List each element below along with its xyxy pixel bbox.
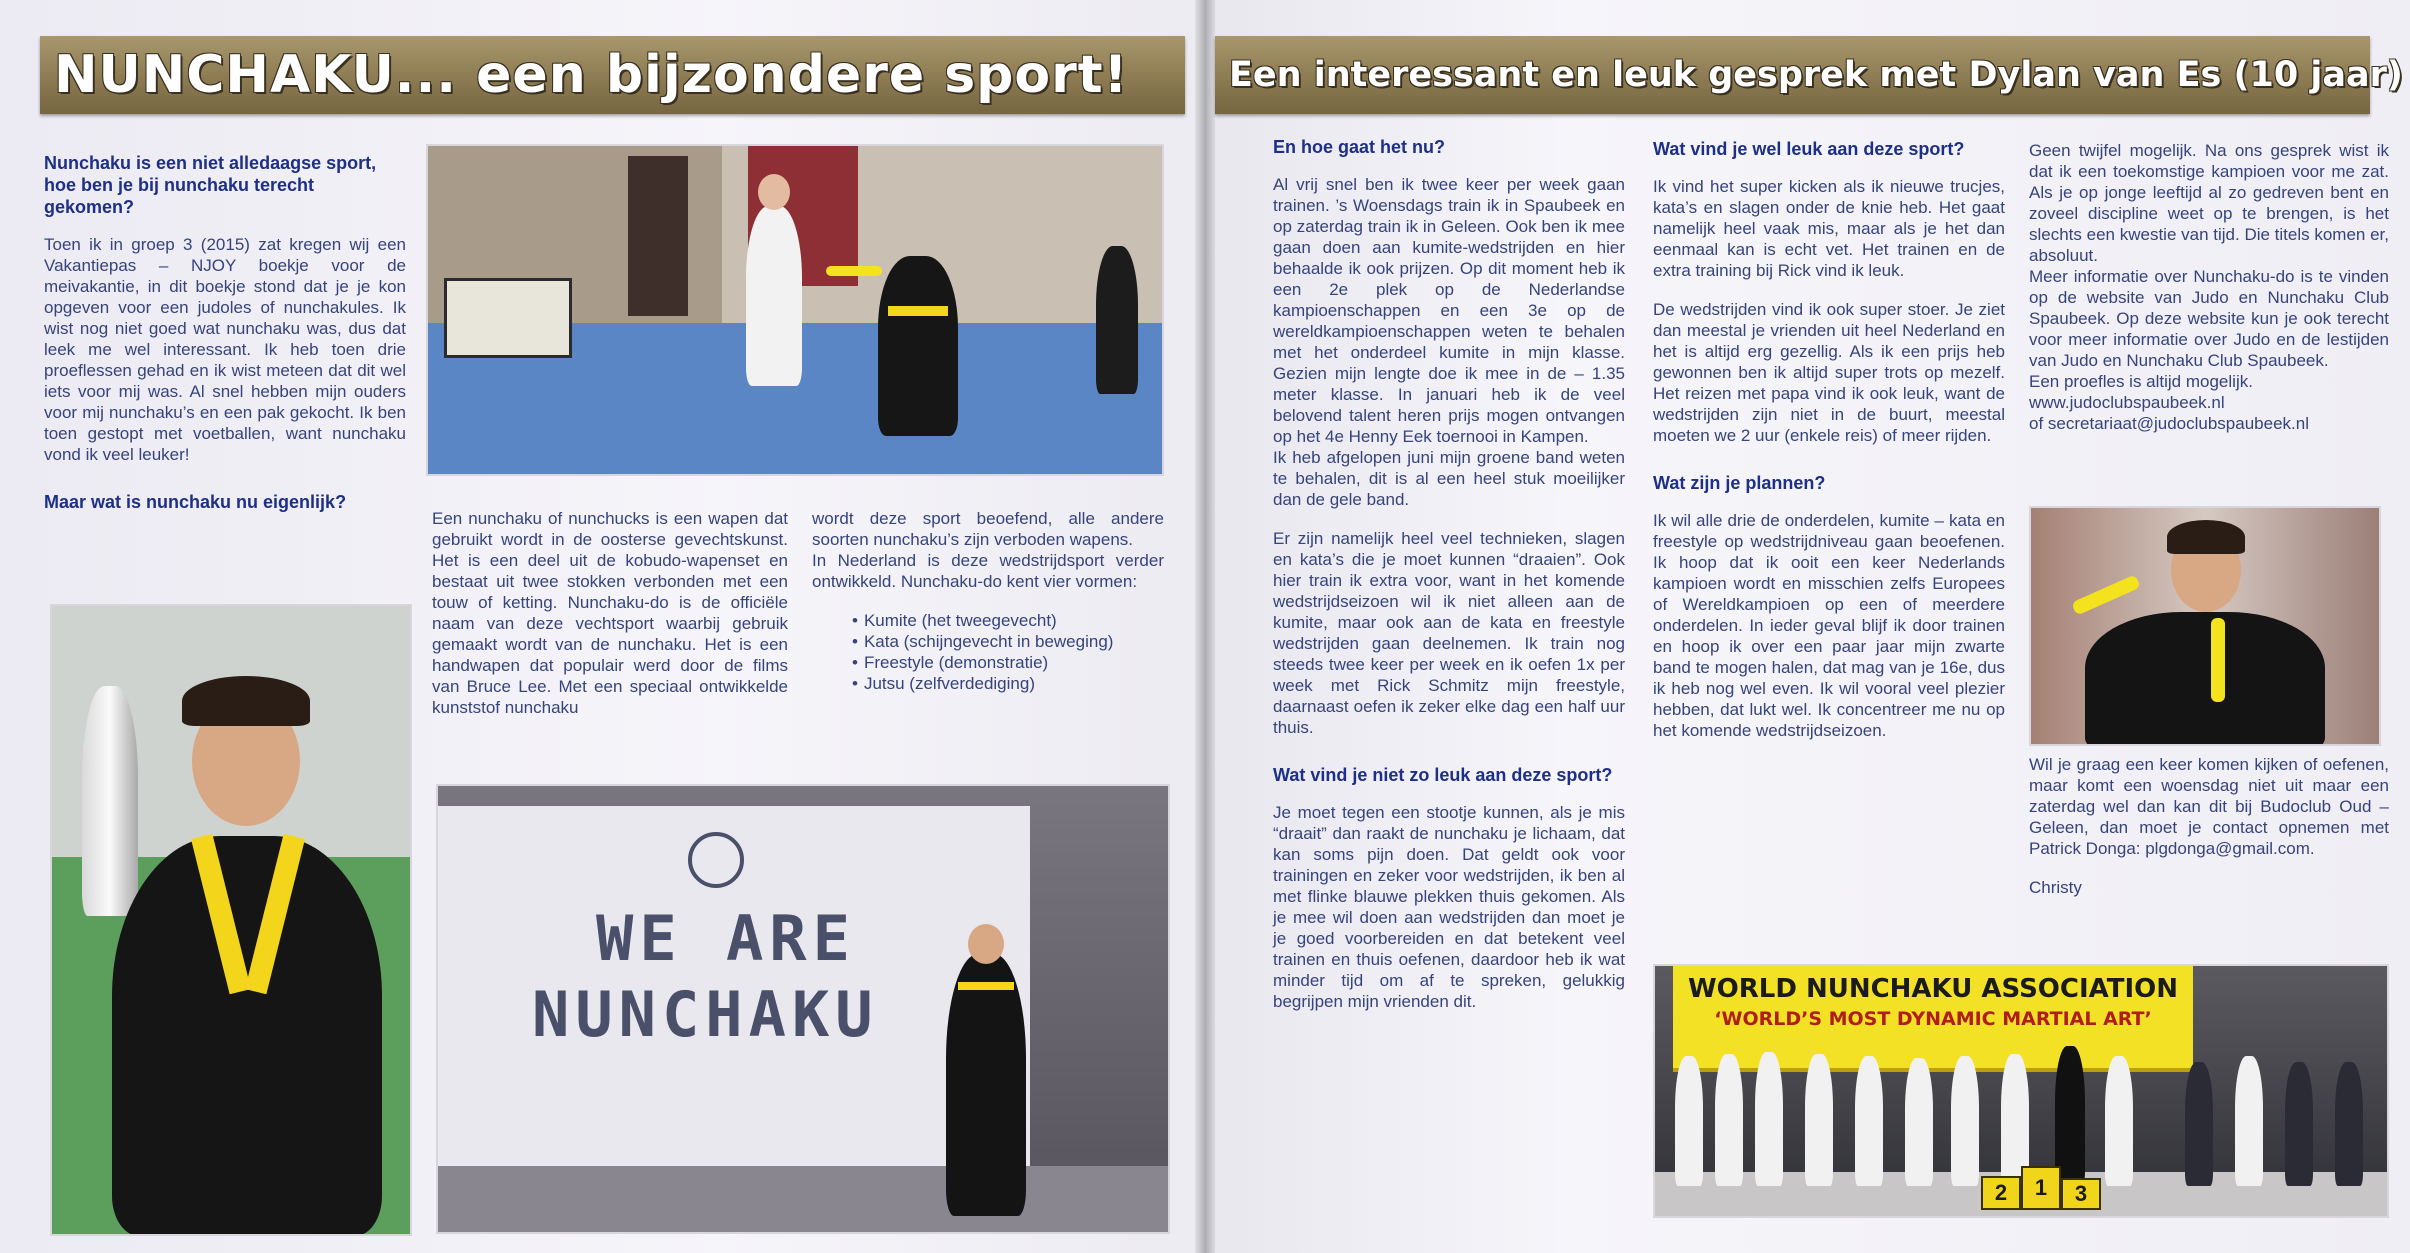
paragraph-how-now: Al vrij snel ben ik twee keer per week gaan trainen. ’s Woensdags train ik in Spaubeek en op zaterdag train ik in Geleen. Ook ben ik mee gaan doen aan kumite-wedstrijden en hier behaalde ik ook prijzen. Op dit moment heb ik een 2e plek op de Nederlandse kampioenschappen en een 3e op de wereldkampioenschappen weten te behalen met het onderdeel kumite in mijn klasse. Gezien mijn lengte doe ik mee in de – 1.35 meter klasse. In januari heb ik de veel belovend talent heren prijs mogen ontvangen op het 4e Henny Eek toernooi in Kampen. (1273, 175, 1625, 446)
photo-we-are-nunchaku (438, 786, 1168, 1232)
wan-boy-yellow-trim (958, 982, 1014, 990)
right-col-1 (1273, 136, 1625, 1012)
fighter-figure (878, 256, 958, 436)
boy-hair (182, 676, 310, 726)
gym-door (628, 156, 688, 316)
photo-trophy-boy (52, 606, 410, 1234)
wna-person (1855, 1056, 1883, 1186)
wan-text-line-2: NUNCHAKU (532, 978, 879, 1051)
right-col-3-bottom (2029, 754, 2389, 898)
paragraph-forms: In Nederland is deze wedstrijdsport verder ontwikkeld. Nunchaku-do kent vier vormen: (812, 551, 1164, 591)
left-col-1 (44, 152, 406, 513)
wna-person (2235, 1056, 2263, 1186)
podium-second: 2 (1981, 1176, 2021, 1210)
wna-person (2055, 1046, 2085, 1186)
wna-person (2105, 1056, 2133, 1186)
podium-first: 1 (2021, 1166, 2061, 1210)
wan-text-line-1: WE ARE (596, 902, 856, 975)
opponent-figure (1096, 246, 1138, 394)
photo-gym-kumite (428, 146, 1162, 474)
wan-boy-head (968, 924, 1004, 964)
wna-person (1755, 1052, 1783, 1186)
left-col-2 (432, 508, 788, 718)
nunchaku-boy-hair (2167, 520, 2245, 554)
nunchaku-boy-body (2085, 612, 2325, 744)
question-what-is-nunchaku: Maar wat is nunchaku nu eigenlijk? (44, 492, 347, 512)
question-plans: Wat zijn je plannen? (1653, 473, 1826, 493)
wna-person (2335, 1062, 2363, 1186)
signature: Christy (2029, 878, 2082, 897)
trophy (82, 686, 138, 916)
right-banner-title: Een interessant en leuk gesprek met Dylan van Es (10 jaar) (1229, 55, 2403, 95)
nunchaku-stick (826, 266, 882, 276)
paragraph-fun: Ik vind het super kicken als ik nieuwe trucjes, kata’s en slagen onder de knie heb. Het gaat namelijk heel vaak mis, maar als je het dan eenmaal kan is echt vet. Het trainen en de extra training bij Rick vind ik leuk. (1653, 177, 2005, 280)
left-banner-title: NUNCHAKU... een bijzondere sport! (54, 45, 1129, 105)
form-item-freestyle: • Freestyle (demonstratie) (852, 652, 1164, 673)
left-banner (40, 36, 1185, 114)
wan-logo-icon (688, 832, 744, 888)
right-col-3 (2029, 140, 2389, 434)
paragraph-techniques: Er zijn namelijk heel veel technieken, slagen en kata’s die je moet kunnen “draaien”. Ook hier train ik extra voor, want in het komende wedstrijdseizoen wil ik niet alleen aan de kumite, maar ook aan de kata en freestyle wedstrijden gaan deelnemen. Ik train nog steeds twee keer per week en ik oefen 1x per week met Rick Schmitz mijn freestyle, daarnaast oefen ik zeker elke dag een half uur thuis. (1273, 529, 1625, 737)
referee-figure (746, 206, 802, 386)
form-item-kumite: • Kumite (het tweegevecht) (852, 610, 1164, 631)
wna-person (2185, 1062, 2213, 1186)
paragraph-not-fun: Je moet tegen een stootje kunnen, als je mis “draait” dan raakt de nunchaku je lichaam, dat kan soms pijn doen. Dat geldt ook voor trainingen en zeker voor wedstrijden, ik ben al met flinke blauwe plekken thuis gekomen. Als je mee wil doen aan wedstrijden dan moet je je goed voorbereiden en dat betekent veel trainen en thuis oefenen, daardoor heb ik wat minder tijd om af te spreken, gelukkig begrijpen mijn vrienden dit. (1273, 803, 1625, 1011)
yellow-belt (888, 306, 948, 316)
left-col-3 (812, 508, 1164, 694)
right-page (1205, 0, 2410, 1253)
question-not-fun: Wat vind je niet zo leuk aan deze sport? (1273, 765, 1613, 785)
wna-person (1905, 1058, 1933, 1186)
paragraph-how-started: Toen ik in groep 3 (2015) zat kregen wij een Vakantiepas – NJOY boekje voor de meivakantie, in dit boekje stond dat je je kon opgeven voor een judoles of nunchakules. Ik wist nog niet goed wat nunchaku was, dus dat leek me wel interessant. Ik heb toen drie proeflessen gehad en ik wist meteen dat dit wel iets voor mij was. Al snel hebben mijn ouders voor mij nunchaku’s en een pak gekocht. Ik ben toen gestopt met voetballen, want nunchaku vond ik veel leuker! (44, 235, 406, 464)
wna-person (2285, 1062, 2313, 1186)
wna-person (1805, 1054, 1833, 1186)
paragraph-green-belt: Ik heb afgelopen juni mijn groene band weten te behalen, dit is al een heel stuk moeilijker dan de gele band. (1273, 448, 1625, 509)
referee-head (758, 174, 790, 210)
forms-list (852, 610, 1164, 694)
podium-third: 3 (2061, 1178, 2101, 1210)
magazine-spine (1195, 0, 1215, 1253)
wna-person (1715, 1054, 1743, 1186)
photo-wna-podium (1655, 966, 2387, 1216)
nunchaku-stick-right (2211, 618, 2225, 702)
wan-boy-figure (946, 954, 1026, 1216)
paragraph-competitions: De wedstrijden vind ik ook super stoer. Je ziet dan meestal je vrienden uit heel Nederland en het is altijd erg gezellig. Als ik een prijs heb gewonnen ben ik altijd super trots op mezelf. Het reizen met papa vind ik ook leuk, want de wedstrijden zijn niet in de buurt, meestal moeten we 2 uur (enkele reis) of meer rijden. (1653, 300, 2005, 445)
form-item-jutsu: • Jutsu (zelfverdediging) (852, 673, 1164, 694)
wna-person (1951, 1056, 1979, 1186)
wna-banner-line-1: WORLD NUNCHAKU ASSOCIATION (1687, 974, 2179, 1004)
paragraph-more-info: Meer informatie over Nunchaku-do is te vinden op de website van Judo en Nunchaku Club Spaubeek. Op deze website kun je ook terecht voor meer informatie over Judo en de lestijden van Judo en Nunchaku Club Spaubeek. (2029, 267, 2389, 370)
paragraph-visit: Wil je graag een keer komen kijken of oefenen, maar komt een woensdag niet uit maar een zaterdag wel dan kan dit bij Budoclub Oud – Geleen, dan moet je contact opnemen met Patrick Donga: plgdonga@gmail.com. (2029, 755, 2389, 858)
scoreboard-screen (444, 278, 572, 358)
wan-floor (438, 1166, 1168, 1232)
right-col-2 (1653, 138, 2005, 741)
paragraph-what-is-nunchaku: Een nunchaku of nunchucks is een wapen dat gebruikt wordt in de oosterse gevechtskunst. Het is een deel uit de kobudo-wapenset en bestaat uit twee stokken verbonden met een touw of ketting. Nunchaku-do is de officiële naam van deze vechtsport waarbij gebruik gemaakt wordt van de nunchaku. Het is een handwapen dat populair werd door de films van Bruce Lee. Met een speciaal ontwikkelde kunststof nunchaku (432, 509, 788, 717)
wna-person (1675, 1056, 1703, 1186)
photo-boy-nunchaku (2031, 508, 2379, 744)
question-how-now: En hoe gaat het nu? (1273, 137, 1446, 157)
email-link[interactable]: of secretariaat@judoclubspaubeek.nl (2029, 414, 2309, 433)
paragraph-trial-lesson: Een proefles is altijd mogelijk. (2029, 372, 2253, 391)
paragraph-plans: Ik wil alle drie de onderdelen, kumite – kata en freestyle op wedstrijdniveau gaan beoefenen. Ik hoop dat ik ooit een keer Nederlands kampioen wordt en misschien zelfs Europees of Wereldkampioen op een of meerdere onderdelen. In ieder geval blijf ik door trainen en hoop ik over een paar jaar mijn zwarte band te mogen halen, dat mag van je 16e, dus ik heb nog wel even. Ik wil vooral veel plezier hebben, dat lukt wel. Ik concentreer me nu op het komende wedstrijdseizoen. (1653, 511, 2005, 740)
paragraph-weapons: wordt deze sport beoefend, alle andere soorten nunchaku’s zijn verboden wapens. (812, 509, 1164, 549)
right-banner (1215, 36, 2403, 114)
website-link[interactable]: www.judoclubspaubeek.nl (2029, 393, 2225, 412)
question-fun: Wat vind je wel leuk aan deze sport? (1653, 139, 1965, 159)
question-how-started: Nunchaku is een niet alledaagse sport, hoe ben je bij nunchaku terecht gekomen? (44, 153, 377, 217)
boy-body (112, 836, 382, 1234)
paragraph-conclusion: Geen twijfel mogelijk. Na ons gesprek wist ik dat ik een toekomstige kampioen voor me zat. Als je op jonge leeftijd al zo gedreven bent en zoveel discipline weet op te brengen, is het slechts een kwestie van tijd. Die titels komen er, absoluut. (2029, 141, 2389, 265)
wna-banner-line-2: ‘WORLD’S MOST DYNAMIC MARTIAL ART’ (1714, 1008, 2152, 1030)
form-item-kata: • Kata (schijngevecht in beweging) (852, 631, 1164, 652)
